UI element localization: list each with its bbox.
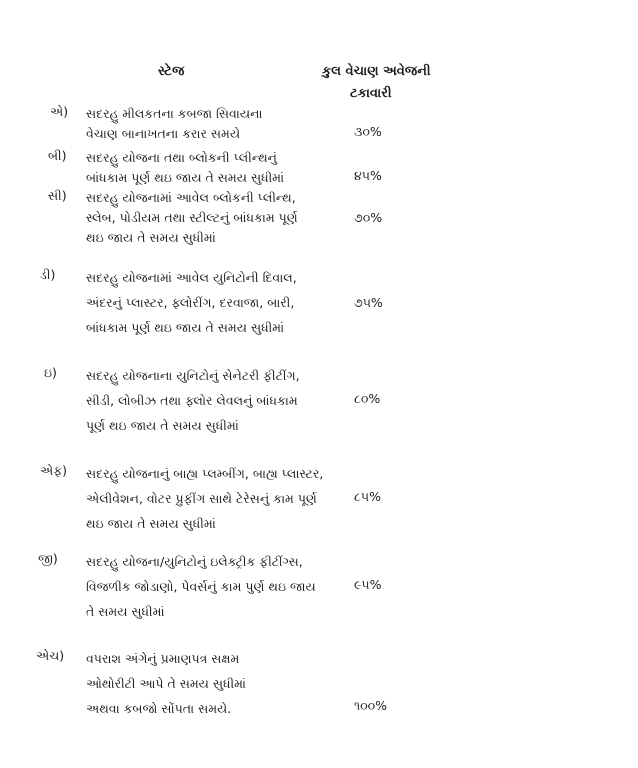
stage-marker: એ) bbox=[50, 104, 69, 119]
stage-percent: ૯૫% bbox=[354, 577, 382, 592]
stage-percent: ૭૫% bbox=[354, 295, 383, 310]
stage-description bbox=[86, 188, 298, 248]
stage-line: પૂર્ણ થઇ જાય તે સમય સુધીમાં bbox=[86, 418, 239, 433]
stage-description bbox=[86, 646, 246, 721]
stage-marker: જી) bbox=[38, 551, 58, 566]
stage-line: થઇ જાય તે સમય સુધીમાં bbox=[86, 516, 216, 531]
stage-line: સ્લેબ, પોડીયમ તથા સ્ટીલ્ટનું બાંધકામ પૂર્ણ bbox=[86, 210, 298, 225]
stage-line: વિજળીક જોડાણો, પેવર્સનું કામ પુર્ણ થઇ જાય bbox=[86, 579, 316, 594]
stage-line: થઇ જાય તે સમય સુધીમાં bbox=[86, 230, 216, 245]
stage-line: સદરહુ યોજના તથા બ્લોકની પ્લીન્થનું bbox=[86, 150, 277, 165]
stage-description bbox=[86, 148, 284, 188]
stage-line: વપરાશ અંગેનું પ્રમાણપત્ર સક્ષમ bbox=[86, 651, 240, 666]
stage-percent: ૮૫% bbox=[354, 489, 381, 504]
stage-marker: એચ) bbox=[36, 648, 65, 663]
header-percent-line2: ટકાવારી bbox=[350, 86, 392, 101]
stage-description bbox=[86, 363, 300, 438]
stage-percent: ૮૦% bbox=[354, 391, 381, 406]
stage-line: ઓથોરીટી આપે તે સમય સુધીમાં bbox=[86, 676, 246, 691]
stage-marker: ડી) bbox=[40, 267, 56, 282]
stage-percent: ૧૦૦% bbox=[354, 698, 388, 713]
stage-percent: ૪૫% bbox=[354, 168, 382, 183]
stage-description bbox=[86, 265, 297, 340]
header-stage: સ્ટેજ bbox=[158, 64, 185, 79]
stage-line: અથવા કબજો સોંપતા સમયે. bbox=[86, 701, 232, 716]
stage-line: સદરહુ યોજનામાં આવેલ બ્લોકની પ્લીન્થ, bbox=[86, 190, 296, 205]
stage-marker: એફ) bbox=[40, 463, 67, 478]
stage-marker: ઇ) bbox=[44, 365, 57, 380]
header-percent-line1: કુલ વેચાણ અવેજની bbox=[322, 64, 431, 79]
stage-description bbox=[86, 549, 316, 624]
stage-percent: ૭૦% bbox=[354, 210, 383, 225]
stage-line: એલીવેશન, વોટર પ્રુફીંગ સાથે ટેરેસનું કામ પૂર્ણ bbox=[86, 491, 317, 506]
stage-percent: ૩૦% bbox=[354, 124, 382, 139]
stage-marker: બી) bbox=[48, 148, 67, 163]
stage-line: સીડી, લોબીઝ તથા ફ્લોર લેવલનું બાંધકામ bbox=[86, 393, 298, 408]
stage-line: બાંધકામ પૂર્ણ થઇ જાય તે સમય સુધીમાં bbox=[86, 320, 285, 335]
stage-line: તે સમય સુધીમાં bbox=[86, 604, 165, 619]
stage-line: સદરહુ મીલકતના કબજા સિવાયના bbox=[86, 106, 263, 121]
stage-line: વેચાણ બાનાખતના કરાર સમયે bbox=[86, 126, 241, 141]
stage-line: સદરહુ યોજનાનું બાહ્ય પ્લમ્બીંગ, બાહ્ય પ્લાસ્ટર, bbox=[86, 466, 324, 481]
stage-description bbox=[86, 104, 262, 144]
stage-line: બાંધકામ પૂર્ણ થઇ જાય તે સમય સુધીમાં bbox=[86, 170, 285, 185]
stage-line: સદરહુ યોજના/યુનિટોનું ઇલેક્ટ્રીક ફીટીંગ્સ, bbox=[86, 554, 303, 569]
stage-line: સદરહુ યોજનાના યુનિટોનું સેનેટરી ફીટીંગ, bbox=[86, 368, 300, 383]
stage-line: સદરહુ યોજનામાં આવેલ યુનિટોની દિવાલ, bbox=[86, 270, 297, 285]
stage-description bbox=[86, 461, 323, 536]
stage-line: અંદરનું પ્લાસ્ટર, ફ્લોરીંગ, દરવાજા, બારી, bbox=[86, 295, 295, 310]
stage-marker: સી) bbox=[48, 188, 67, 203]
